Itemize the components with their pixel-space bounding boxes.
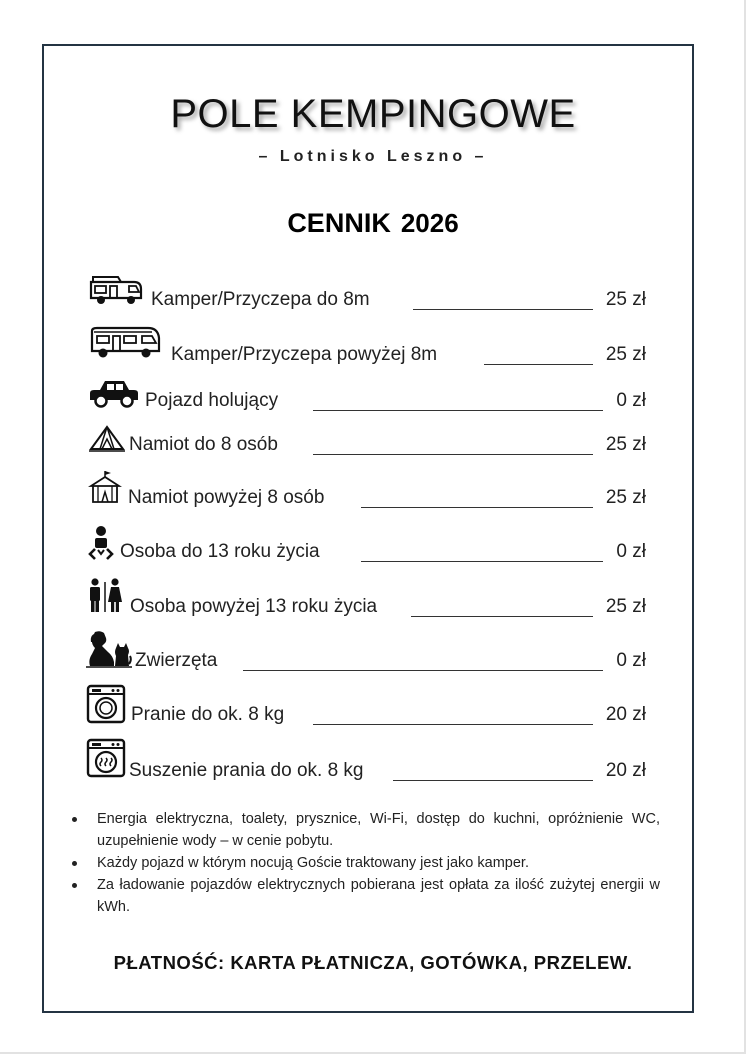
item-label: Suszenie prania do ok. 8 kg [129,760,364,781]
price-row-child [0,525,746,565]
item-label: Zwierzęta [135,650,218,671]
item-label: Kamper/Przyczepa do 8m [151,289,370,310]
item-price: 20 zł [605,704,646,725]
bullet-icon [72,817,77,822]
list-item [72,808,660,852]
item-price: 25 zł [605,289,646,310]
dotted-leader [484,364,593,365]
price-row-adult [0,578,746,618]
pets-icon [86,630,132,668]
adults-icon [86,578,124,614]
bullet-icon [72,883,77,888]
bullet-icon [72,861,77,866]
price-row-camper [0,274,746,314]
dotted-leader [313,454,593,455]
item-price: 25 zł [605,487,646,508]
item-label: Pranie do ok. 8 kg [131,704,285,725]
note-text: Każdy pojazd w którym nocują Goście traktowany jest jako kamper. [97,855,529,871]
list-item [72,874,660,918]
price-row-drying [0,738,746,781]
item-price: 20 zł [605,760,646,781]
item-label: Namiot do 8 osób [129,434,278,455]
dotted-leader [243,670,603,671]
price-row-large-camper [0,326,746,366]
item-label: Namiot powyżej 8 osób [128,487,325,508]
dryer-icon [86,738,126,778]
dotted-leader [313,724,593,725]
item-price: 0 zł [616,541,646,562]
dotted-leader [393,780,593,781]
washing-machine-icon [86,684,126,724]
item-label: Osoba powyżej 13 roku życia [130,596,378,617]
large-tent-icon [88,470,122,506]
notes-list [72,808,660,918]
item-price: 0 zł [616,650,646,671]
page-title: POLE KEMPINGOWE [170,92,576,136]
tent-icon [88,424,126,452]
item-price: 0 zł [616,390,646,411]
camper-icon [88,274,144,306]
note-text: Energia elektryczna, toalety, prysznice, Wi-Fi, dostęp do kuchni, opróżnienie WC, uzupełnienie wody – w cenie pobytu. [97,811,660,849]
item-price: 25 zł [605,434,646,455]
price-row-laundry [0,684,746,724]
price-row-pets [0,630,746,670]
note-text: Za ładowanie pojazdów elektrycznych pobierana jest opłata za ilość zużytej energii w kWh. [97,877,660,915]
payment-methods: PŁATNOŚĆ: KARTA PŁATNICZA, GOTÓWKA, PRZELEW. [113,952,633,973]
price-row-towing-vehicle [0,376,746,416]
item-label: Osoba do 13 roku życia [120,541,320,562]
dotted-leader [361,561,603,562]
item-label: Kamper/Przyczepa powyżej 8m [171,344,438,365]
item-label: Pojazd holujący [145,390,279,411]
dotted-leader [313,410,603,411]
dotted-leader [413,309,593,310]
dotted-leader [361,507,593,508]
page-subtitle: – Lotnisko Leszno – [258,148,488,165]
price-row-large-tent [0,470,746,510]
list-item [72,852,660,874]
car-icon [88,378,140,408]
price-row-tent [0,422,746,462]
child-icon [88,525,114,561]
pricelist-label: CENNIK [287,208,391,238]
item-price: 25 zł [605,596,646,617]
dotted-leader [411,616,593,617]
pricelist-year: 2026 [400,208,459,238]
pricelist-heading [0,208,746,239]
item-price: 25 zł [605,344,646,365]
large-camper-icon [88,326,162,360]
